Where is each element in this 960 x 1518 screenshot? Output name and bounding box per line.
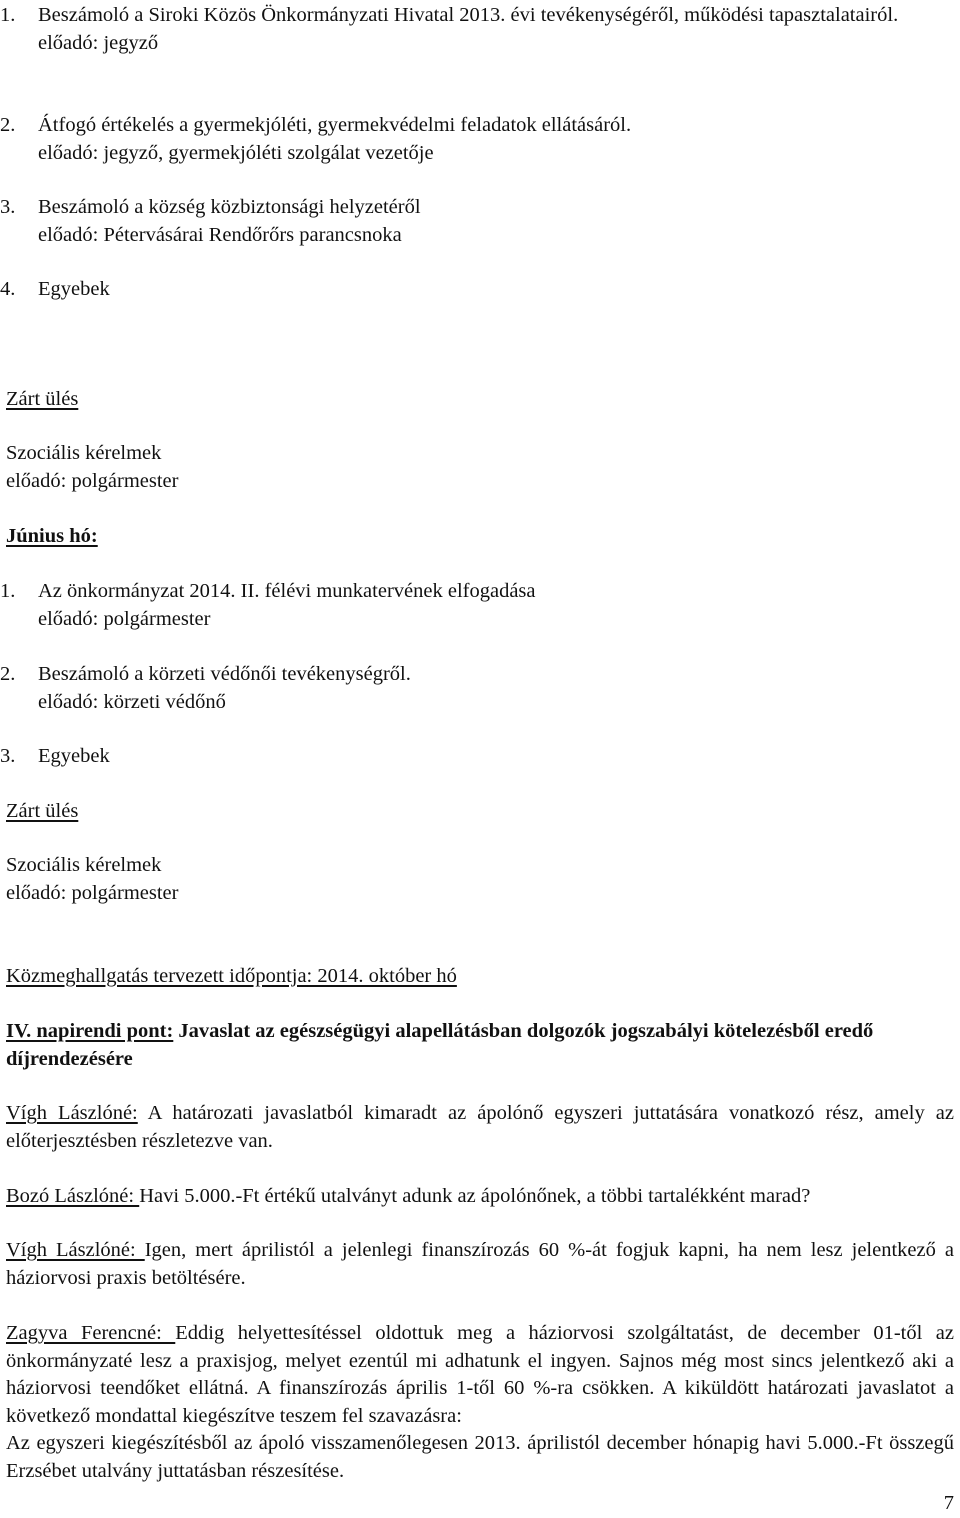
page-number: 7 bbox=[943, 1492, 954, 1514]
agenda-item-4 bbox=[0, 276, 940, 304]
item-number: 3. bbox=[0, 745, 16, 767]
item-title: Átfogó értékelés a gyermekjóléti, gyermekvédelmi feladatok ellátásáról. bbox=[38, 114, 632, 136]
agenda-title: Javaslat az egészségügyi alapellátásban dolgozók jogszabályi kötelezésből eredő díjrendezésére bbox=[6, 1020, 874, 1070]
item-title: Az önkormányzat 2014. II. félévi munkatervének elfogadása bbox=[38, 580, 536, 602]
item-title: Egyebek bbox=[38, 745, 110, 767]
agenda-label: IV. napirendi pont: bbox=[6, 1020, 174, 1042]
item-number: 2. bbox=[0, 114, 16, 136]
item-title: Beszámoló a Siroki Közös Önkormányzati Hivatal 2013. évi tevékenységéről, működési tapasztalatairól. bbox=[38, 4, 899, 26]
speaker-name: Bozó Lászlóné: bbox=[6, 1185, 140, 1207]
item-number: 2. bbox=[0, 663, 16, 685]
closed-session-presenter: előadó: polgármester bbox=[6, 882, 179, 904]
speaker-name: Vígh Lászlóné: bbox=[6, 1102, 138, 1124]
speaker-name: Zagyva Ferencné: bbox=[6, 1322, 176, 1344]
closed-session-heading: Zárt ülés bbox=[6, 800, 79, 822]
closed-session-topic: Szociális kérelmek bbox=[6, 442, 162, 464]
public-hearing-date: Közmeghallgatás tervezett időpontja: 2014. október hó bbox=[6, 965, 457, 987]
june-item-2 bbox=[0, 661, 940, 716]
item-presenter: előadó: körzeti védőnő bbox=[38, 690, 226, 713]
agenda-item-3 bbox=[0, 194, 940, 249]
item-presenter: előadó: jegyző bbox=[38, 31, 159, 54]
agenda-item-2 bbox=[0, 112, 940, 167]
closed-session-presenter: előadó: polgármester bbox=[6, 470, 179, 492]
june-item-1 bbox=[0, 578, 940, 633]
june-item-3 bbox=[0, 743, 940, 771]
item-number: 4. bbox=[0, 278, 16, 300]
speech-text: Havi 5.000.-Ft értékű utalványt adunk az ápolónőnek, a többi tartalékként marad? bbox=[139, 1185, 811, 1207]
item-number: 1. bbox=[0, 4, 16, 26]
item-title: Beszámoló a község közbiztonsági helyzetéről bbox=[38, 196, 421, 218]
item-title: Egyebek bbox=[38, 278, 110, 300]
speech-paragraph bbox=[6, 1183, 954, 1211]
item-title: Beszámoló a körzeti védőnői tevékenységről. bbox=[38, 663, 411, 685]
june-heading: Június hó: bbox=[6, 525, 98, 547]
speech-paragraph bbox=[6, 1237, 954, 1292]
speaker-name: Vígh Lászlóné: bbox=[6, 1239, 145, 1261]
speech-text: A határozati javaslatból kimaradt az ápolónő egyszeri juttatására vonatkozó rész, amely az előterjesztésben részletezve van. bbox=[6, 1102, 954, 1152]
speech-text: Igen, mert áprilistól a jelenlegi finanszírozás 60 %-át fogjuk kapni, ha nem lesz jelentkező a háziorvosi praxis betöltésére. bbox=[6, 1239, 954, 1289]
speech-paragraph bbox=[6, 1100, 954, 1155]
item-presenter: előadó: polgármester bbox=[38, 607, 211, 630]
agenda-item-1 bbox=[0, 2, 940, 57]
resolution-text: Az egyszeri kiegészítésből az ápoló visszamenőlegesen 2013. áprilistól december hónapig havi 5.000.-Ft összegű Erzsébet utalvány juttatásban részesítése. bbox=[6, 1432, 954, 1482]
speech-text: Eddig helyettesítéssel oldottuk meg a háziorvosi szolgáltatást, de december 01-től az önkormányzaté lesz a praxisjog, melyet ezentúl mi adhatunk el ingyen. Sajnos még most sincs jelentkező aki a háziorvosi teendőket ellátná. A finanszírozás április 1-től 60 %-ra csökken. A kiküldött határozati javaslatot a következő mondattal kiegészítve teszem fel szavazásra: bbox=[6, 1322, 955, 1427]
item-presenter: előadó: Pétervásárai Rendőrőrs parancsnoka bbox=[38, 223, 402, 246]
item-number: 1. bbox=[0, 580, 16, 602]
speech-paragraph bbox=[6, 1320, 954, 1485]
item-number: 3. bbox=[0, 196, 16, 218]
closed-session-heading: Zárt ülés bbox=[6, 388, 79, 410]
closed-session-topic: Szociális kérelmek bbox=[6, 854, 162, 876]
item-presenter: előadó: jegyző, gyermekjóléti szolgálat vezetője bbox=[38, 141, 434, 164]
agenda-iv bbox=[6, 1018, 954, 1073]
